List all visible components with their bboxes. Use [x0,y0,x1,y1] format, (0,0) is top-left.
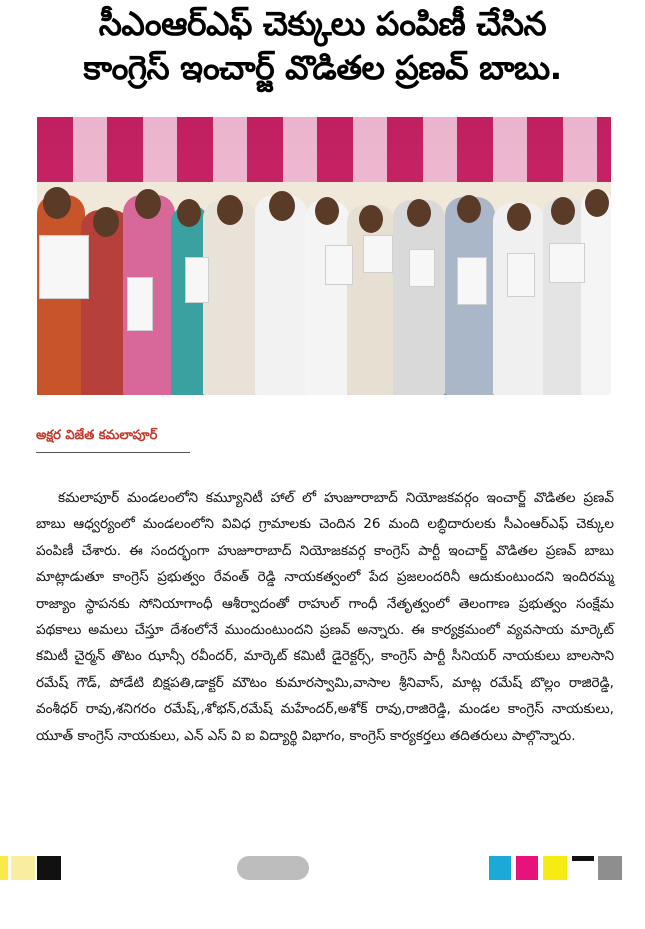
color-swatch-black-bar [572,856,594,861]
scroll-indicator[interactable] [237,856,309,880]
color-swatch-black [37,856,61,880]
group-photo-image [37,117,611,395]
color-swatch-cyan [489,856,511,880]
color-swatch-light-yellow [11,856,35,880]
photo-banner-decoration [37,117,611,187]
headline [0,0,645,90]
color-swatch-bright-yellow [543,856,567,880]
headline-line-1: సీఎంఆర్ఎఫ్ చెక్కులు పంపిణీ చేసిన [98,4,547,43]
byline-underline [36,452,190,453]
color-swatch-gray [598,856,622,880]
byline: అక్షర విజేత కమలాపూర్ [36,428,158,443]
color-swatch-yellow [0,856,8,880]
color-swatch-magenta [516,856,538,880]
headline-line-2: కాంగ్రెస్ ఇంచార్జ్ వొడితల ప్రణవ్ బాబు. [83,48,562,87]
article-body: కమలాపూర్ మండలంలోని కమ్యూనిటీ హాల్ లో హుజూరాబాద్ నియోజకవర్గం ఇంచార్జ్ వొడితల ప్రణవ్ బాబు ఆధ్వర్యంలో మండలంలోని వివిధ గ్రామాలకు చెందిన 26 మంది లబ్ధిదారులకు సీఎంఆర్ఎఫ్ చెక్కుల పంపిణీ చేశారు. ఈ సందర్భంగా హుజూరాబాద్ నియోజకవర్గ కాంగ్రెస్ పార్టీ ఇంచార్జ్ వొడితల ప్రణవ్ బాబు మాట్లాడుతూ కాంగ్రెస్ ప్రభుత్వం రేవంత్ రెడ్డి నాయకత్వంలో పేద ప్రజలందరినీ ఆదుకుంటుందని ఇందిరమ్మ రాజ్యాం స్థాపనకు సోనియాగాంధీ ఆశీర్వాదంతో రాహుల్ గాంధీ నేతృత్వంలో తెలంగాణ ప్రభుత్వం సంక్షేమ పథకాలు అమలు చేస్తూ దేశంలోనే ముందుంటుందని ప్రణవ్ అన్నారు. ఈ కార్యక్రమంలో వ్యవసాయ మార్కెట్ కమిటీ చైర్మన్ తొటం ఝాన్సీ రవీందర్, మార్కెట్ కమిటీ డైరెక్టర్స్, కాంగ్రెస్ పార్టీ సీనియర్ నాయకులు బాలసాని రమేష్ గౌడ్, పోడేటి బిక్షపతి,డాక్టర్ మౌటం కుమారస్వామి,వాసాల శ్రీనివాస్, మాట్ల రమేష్ బొల్లం రాజిరెడ్డి, వంశీధర్ రావు,శనిగరం రమేష్,,శోభన్,రమేష్ మహేందర్,అశోక్ రావు,రాజిరెడ్డి, మండల కాంగ్రెస్ నాయకులు, యూత్ కాంగ్రెస్ నాయకులు, ఎన్ ఎస్ వి ఐ విద్యార్థి విభాగం, కాంగ్రెస్ కార్యకర్తలు తదితరులు పాల్గొన్నారు. [36,490,614,744]
